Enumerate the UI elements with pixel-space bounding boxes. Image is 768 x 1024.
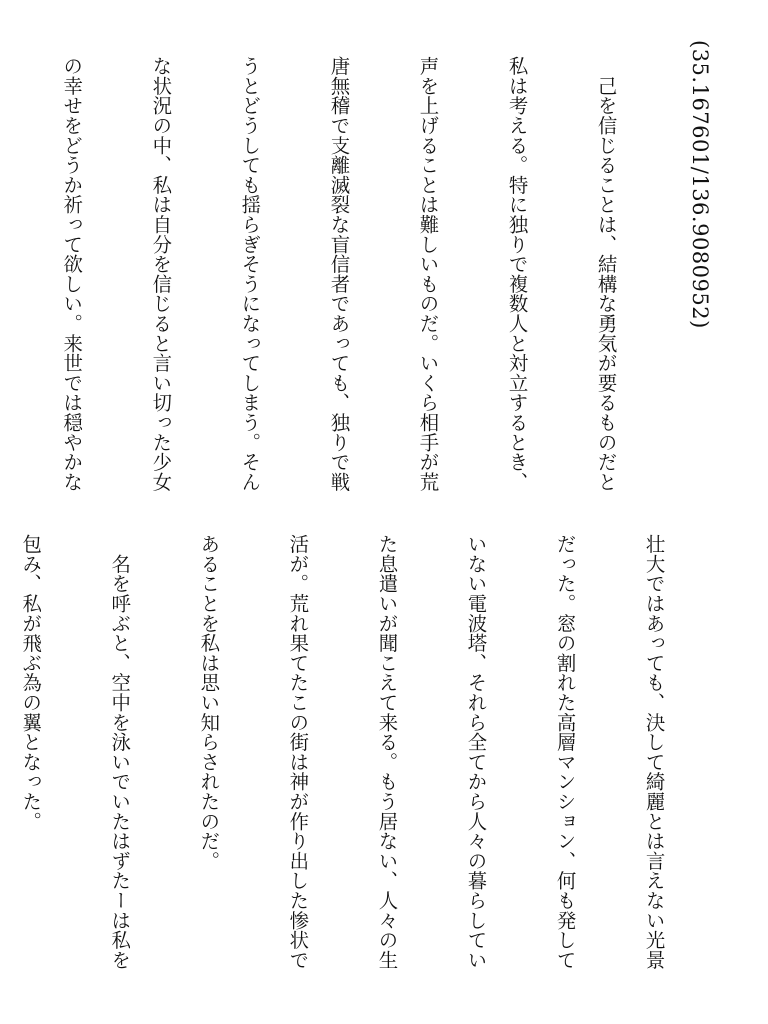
text-line: の幸せをどうか祈って欲しい。来世では穏やかな: [60, 56, 84, 492]
text-line: うとどうしても揺らぎそうになってしまう。そん: [238, 56, 262, 492]
text-line: 私は考える。特に独りで複数人と対立するとき、: [505, 56, 529, 492]
text-line: た息遣いが聞こえて来る。もう居ない、人々の生: [375, 534, 399, 970]
text-line: 唐無稽で支離滅裂な盲信者であっても、独りで戦: [327, 56, 351, 492]
text-line: あることを私は思い知らされたのだ。: [197, 534, 221, 871]
text-line: だった。窓の割れた高層マンション、何も発して: [553, 534, 577, 970]
text-line: 己を信じることは、結構な勇気が要るものだと: [594, 56, 618, 492]
text-line: 壮大ではあっても、決して綺麗とは言えない光景: [642, 534, 666, 970]
text-line: 声を上げることは難しいものだ。いくら相手が荒: [416, 56, 440, 492]
upper-text-block: [0, 56, 680, 496]
lower-text-block: [0, 534, 728, 984]
coordinate-heading: (35.167601/136.9080952): [688, 40, 712, 329]
text-line: 包み、私が飛ぶ為の翼となった。: [19, 534, 43, 831]
text-line: いない電波塔、それら全てから人々の暮らしてい: [464, 534, 488, 970]
text-line: 活が。荒れ果てたこの街は神が作り出した惨状で: [286, 534, 310, 970]
text-line: な状況の中、私は自分を信じると言い切った少女: [149, 56, 173, 492]
text-line: 名を呼ぶと、空中を泳いでいたはずたーは私を: [108, 534, 132, 970]
